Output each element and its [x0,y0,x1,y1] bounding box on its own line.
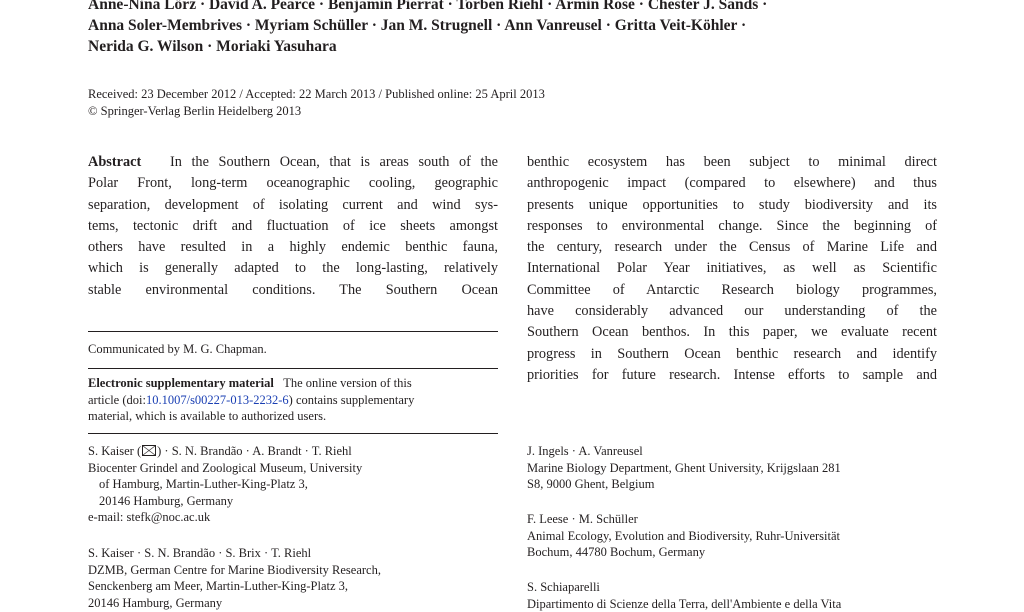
abstract-line: have considerably advanced our understanding of the [527,301,937,322]
affiliation-block [527,579,937,612]
supplementary-note [88,375,480,425]
abstract-heading: Abstract [88,154,141,170]
esm-text: material, which is available to authorized users. [88,408,480,425]
affiliation-line: DZMB, German Centre for Marine Biodiversity Research, [88,562,498,579]
affiliation-line: Senckenberg am Meer, Martin-Luther-King-Platz 3, [88,578,498,595]
doi-link[interactable]: 10.1007/s00227-013-2232-6 [146,393,289,407]
communicated-note: Communicated by M. G. Chapman. [88,341,498,358]
abstract-text-left [88,152,498,301]
received-accepted-published: Received: 23 December 2012 / Accepted: 22 March 2013 / Published online: 25 April 2013 [88,86,788,103]
affiliation-line: 20146 Hamburg, Germany [88,595,498,612]
abstract-line: Polar Front, long-term oceanographic cooling, geographic [88,173,498,194]
author-list [88,0,908,57]
article-dates [88,86,788,120]
abstract-line: Southern Ocean benthos. In this paper, we evaluate recent [527,322,937,343]
affiliation-names: J. Ingels · A. Vanreusel [527,443,937,460]
abstract-line: stable environmental conditions. The Southern Ocean [88,280,498,301]
copyright-line: © Springer-Verlag Berlin Heidelberg 2013 [88,103,788,120]
affiliation-names: ) · S. N. Brandão · A. Brandt · T. Riehl [157,444,352,458]
abstract-line: In the Southern Ocean, that is areas south of the [170,154,498,170]
address-divider [88,433,498,434]
abstract-line: Committee of Antarctic Research biology programmes, [527,280,937,301]
affiliation-line: 20146 Hamburg, Germany [88,493,498,510]
envelope-icon [142,445,156,456]
affiliation-block [527,443,937,493]
abstract-line: priorities for future research. Intense efforts to sample and [527,365,937,386]
abstract-line: others have resulted in a highly endemic benthic fauna, [88,237,498,258]
affiliation-block [88,545,498,611]
author-line: Anna Soler-Membrives · Myriam Schüller · Jan M. Strugnell · Ann Vanreusel · Gritta Veit-Köhler · [88,15,908,36]
affiliation-line: of Hamburg, Martin-Luther-King-Platz 3, [88,476,498,493]
abstract-line: which is generally adapted to the long-lasting, relatively [88,258,498,279]
abstract-left-column [88,152,498,301]
abstract-line: tems, tectonic drift and fluctuation of ice sheets amongst [88,216,498,237]
affiliation-line: Bochum, 44780 Bochum, Germany [527,544,937,561]
affiliation-names: F. Leese · M. Schüller [527,511,937,528]
esm-text: The online version of this [283,376,411,390]
abstract-line: separation, development of isolating current and wind sys- [88,195,498,216]
abstract-line: progress in Southern Ocean benthic research and identify [527,344,937,365]
abstract-text-right [527,152,937,386]
abstract-line: benthic ecosystem has been subject to minimal direct [527,152,937,173]
esm-divider [88,368,498,369]
affiliation-names: S. Kaiser · S. N. Brandão · S. Brix · T. Riehl [88,545,498,562]
affiliation-names: S. Kaiser ( [88,444,141,458]
abstract-line: responses to environmental change. Since the beginning of [527,216,937,237]
abstract-line: anthropogenic impact (compared to elsewhere) and thus [527,173,937,194]
esm-text: article (doi: [88,393,146,407]
abstract-line: the century, research under the Census of Marine Life and [527,237,937,258]
affiliation-line: Dipartimento di Scienze della Terra, dell'Ambiente e della Vita [527,596,937,612]
affiliation-line: S8, 9000 Ghent, Belgium [527,476,937,493]
affiliation-block [88,443,498,526]
affiliation-line: Animal Ecology, Evolution and Biodiversity, Ruhr-Universität [527,528,937,545]
affiliation-line: Marine Biology Department, Ghent University, Krijgslaan 281 [527,460,937,477]
author-line: Nerida G. Wilson · Moriaki Yasuhara [88,36,908,57]
email-line[interactable]: e-mail: stefk@noc.ac.uk [88,509,498,526]
abstract-line: presents unique opportunities to study biodiversity and its [527,195,937,216]
affiliation-block [527,511,937,561]
abstract-right-column [527,152,937,386]
esm-text: ) contains supplementary [289,393,415,407]
affiliation-names: S. Schiaparelli [527,579,937,596]
esm-heading: Electronic supplementary material [88,376,274,390]
abstract-line: International Polar Year initiatives, as well as Scientific [527,258,937,279]
affiliation-line: Biocenter Grindel and Zoological Museum, University [88,460,498,477]
footnote-divider [88,331,498,332]
author-line: Anne-Nina Lörz · David A. Pearce · Benjamin Pierrat · Torben Riehl · Armin Rose · Chester J. Sands · [88,0,908,15]
